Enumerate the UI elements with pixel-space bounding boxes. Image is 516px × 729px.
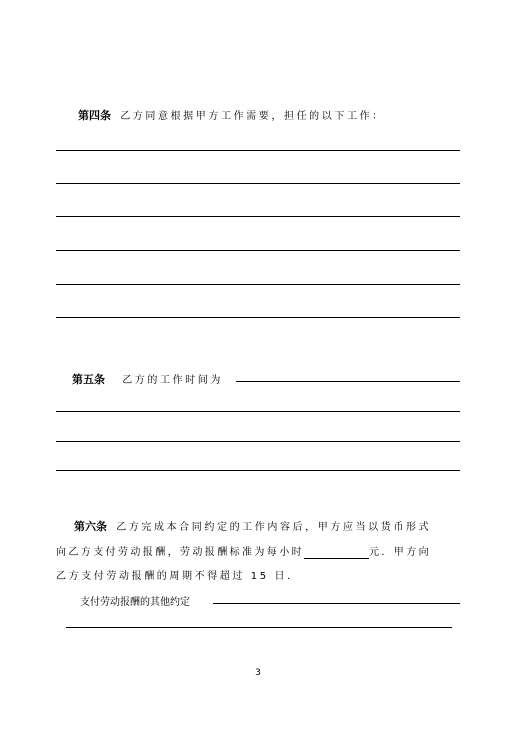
- article-6-line-1: [74, 518, 431, 534]
- blank-line: [56, 183, 460, 184]
- article-6-heading: 第六条: [74, 520, 107, 533]
- article-4-heading: 第四条: [78, 109, 111, 122]
- blank-line: [56, 150, 460, 151]
- article-6-line-3: [56, 567, 300, 582]
- article-6-text-2a: 向乙方支付劳动报酬，劳动报酬标准为每小时: [56, 547, 304, 558]
- blank-line: [56, 284, 460, 285]
- article-4-paragraph: [78, 107, 385, 123]
- blank-line: [56, 470, 460, 471]
- article-6-text-3: 乙方支付劳动报酬的周期不得超过 15 日．: [56, 571, 300, 582]
- article-6-line-2: [56, 543, 431, 559]
- hourly-rate-blank: [304, 547, 369, 559]
- article-5-heading: 第五条: [72, 373, 105, 386]
- blank-line: [56, 441, 460, 442]
- blank-line: [56, 411, 460, 412]
- other-terms-blank: [213, 603, 460, 604]
- other-terms-label: 支付劳动报酬的其他约定: [80, 597, 190, 608]
- article-4-text: 乙方同意根据甲方工作需要，担任的以下工作：: [120, 111, 385, 122]
- page-number: 3: [255, 668, 261, 678]
- blank-line: [56, 250, 460, 251]
- article-5-text: 乙方的工作时间为: [122, 375, 223, 386]
- blank-line: [56, 216, 460, 217]
- article-6-text-2b: 元．甲方向: [369, 547, 431, 558]
- article-5-paragraph: [72, 371, 223, 387]
- blank-line: [56, 317, 460, 318]
- blank-line: [66, 627, 452, 628]
- article-6-other: [80, 593, 190, 608]
- work-time-blank: [236, 381, 460, 382]
- article-6-text-1: 乙方完成本合同约定的工作内容后，甲方应当以货币形式: [116, 522, 432, 533]
